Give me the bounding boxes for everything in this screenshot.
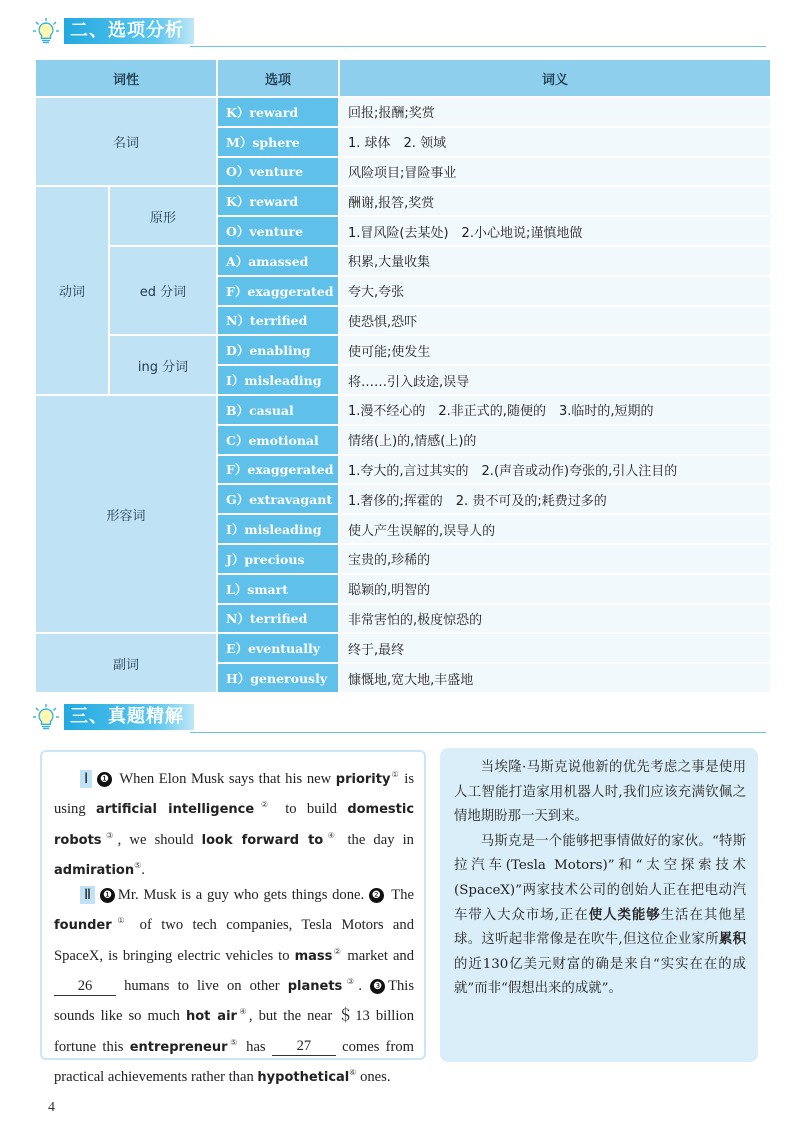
meaning-cell: 聪颖的,明智的	[340, 575, 770, 603]
page-number: 4	[48, 1100, 55, 1115]
meaning-cell: 使人产生误解的,误导人的	[340, 515, 770, 543]
text: 马斯克是一个能够把事情做好的家伙。“特斯拉汽车(Tesla Motors)”和“太空探索技术(SpaceX)”两家技术公司的创始人正在把电动汽车带入大众市场,正在	[454, 833, 746, 923]
meaning-cell: 将……引入歧途,误导	[340, 366, 770, 394]
sub-ing: ing 分词	[110, 336, 216, 394]
chinese-translation	[440, 748, 758, 1062]
option-cell: I）misleading	[218, 366, 338, 394]
option-cell: E）eventually	[218, 634, 338, 662]
text: of two tech companies, Tesla Motors and SpaceX, is bringing electric vehicles to	[54, 917, 414, 964]
footnote-marker: ④	[323, 830, 340, 840]
answer-blank-27[interactable]: 27	[272, 1037, 336, 1056]
text: 的近130亿美元财富的确是来自“实实在在的成就”而非“假想出来的成就”。	[454, 956, 746, 997]
option-cell: C）emotional	[218, 426, 338, 454]
header-option: 选项	[218, 60, 338, 96]
footnote-marker: ④	[236, 1007, 249, 1017]
meaning-cell: 宝贵的,珍稀的	[340, 545, 770, 573]
sentence-number: ❸	[370, 979, 385, 994]
option-cell: O）venture	[218, 158, 338, 186]
highlight-word: 使人类能够	[588, 907, 661, 923]
footnote-marker: ①	[111, 916, 131, 926]
text: comes from practical achievements rather than	[54, 1038, 415, 1085]
text: is using	[54, 770, 414, 818]
option-cell: L）smart	[218, 575, 338, 603]
key-word: planets	[287, 978, 343, 994]
key-word: domestic robots	[54, 802, 415, 848]
footnote-marker: ③	[101, 830, 118, 840]
option-cell: F）exaggerated	[218, 456, 338, 484]
meaning-cell: 1.冒风险(去某处) 2.小心地说;谨慎地做	[340, 217, 770, 245]
text: humans to live on other	[116, 977, 288, 994]
option-cell: F）exaggerated	[218, 277, 338, 305]
footnote-marker: ⑤	[134, 860, 142, 870]
text: .	[358, 977, 371, 994]
key-word: artificial intelligence	[96, 802, 255, 818]
meaning-cell: 1. 球体 2. 领域	[340, 128, 770, 156]
text: to build	[274, 801, 348, 818]
meaning-cell: 1.奢侈的;挥霍的 2. 贵不可及的;耗费过多的	[340, 485, 770, 513]
option-cell: A）amassed	[218, 247, 338, 275]
meaning-cell: 使可能;使发生	[340, 336, 770, 364]
pos-adv: 副词	[36, 634, 216, 692]
lightbulb-icon	[32, 703, 60, 731]
option-cell: N）terrified	[218, 605, 338, 633]
header-pos: 词性	[36, 60, 216, 96]
option-cell: K）reward	[218, 98, 338, 126]
meaning-cell: 使恐惧,恐吓	[340, 307, 770, 335]
meaning-cell: 积累,大量收集	[340, 247, 770, 275]
option-cell: B）casual	[218, 396, 338, 424]
option-cell: K）reward	[218, 187, 338, 215]
option-cell: H）generously	[218, 664, 338, 692]
footnote-marker: ②	[332, 946, 343, 956]
text: has	[239, 1038, 272, 1055]
sentence-number: ❶	[100, 888, 115, 903]
translation-paragraph-2	[454, 830, 746, 1002]
option-cell: J）precious	[218, 545, 338, 573]
header-meaning: 词义	[340, 60, 770, 96]
footnote-marker: ⑤	[227, 1037, 240, 1047]
meaning-cell: 情绪(上)的,情感(上)的	[340, 426, 770, 454]
option-cell: M）sphere	[218, 128, 338, 156]
text: market and	[342, 947, 415, 964]
meaning-cell: 风险项目;冒险事业	[340, 158, 770, 186]
answer-blank-26[interactable]: 26	[54, 977, 116, 996]
option-cell: D）enabling	[218, 336, 338, 364]
option-cell: I）misleading	[218, 515, 338, 543]
pos-noun: 名词	[36, 98, 216, 185]
section-title: 二、选项分析	[64, 18, 194, 44]
footnote-marker: ②	[254, 800, 275, 810]
key-word: founder	[54, 918, 112, 934]
sentence-number: ❷	[369, 888, 384, 903]
sub-ed: ed 分词	[110, 247, 216, 334]
text: When Elon Musk says that his new	[114, 770, 336, 787]
section-header-exam	[32, 702, 194, 732]
translation-paragraph-1: 当埃隆·马斯克说他新的优先考虑之事是使用人工智能打造家用机器人时,我们应该充满钦佩之情地期盼那一天到来。	[454, 760, 746, 825]
highlight-word: 累积	[718, 932, 746, 948]
lightbulb-icon	[32, 17, 60, 45]
divider	[190, 732, 766, 733]
text: Mr. Musk is a guy who gets things done.	[117, 887, 369, 904]
key-word: admiration	[54, 862, 135, 878]
footnote-marker: ③	[342, 977, 359, 986]
section-header-options	[32, 16, 194, 46]
pos-verb: 动词	[36, 187, 108, 394]
meaning-cell: 回报;报酬;奖赏	[340, 98, 770, 126]
sentence-number: ❶	[97, 772, 112, 787]
text: the day in	[339, 831, 414, 848]
meaning-cell: 慷慨地,宽大地,丰盛地	[340, 664, 770, 692]
option-cell: O）venture	[218, 217, 338, 245]
paragraph-1	[54, 762, 414, 883]
pos-adj: 形容词	[36, 396, 216, 632]
option-cell: G）extravagant	[218, 485, 338, 513]
meaning-cell: 酬谢,报答,奖赏	[340, 187, 770, 215]
text: , but the near ＄13 billion fortune this	[54, 1008, 414, 1055]
text: .	[141, 861, 145, 878]
section-title: 三、真题精解	[64, 704, 194, 730]
key-word: entrepreneur	[129, 1039, 228, 1055]
key-word: priority	[335, 771, 391, 787]
text: This sounds like so much	[54, 977, 415, 1025]
meaning-cell: 1.夸大的,言过其实的 2.(声音或动作)夸张的,引人注目的	[340, 456, 770, 484]
footnote-marker: ⑥	[349, 1067, 357, 1077]
roman-numeral: Ⅰ	[80, 770, 92, 788]
text: 生活在其他星球。这听起非常像是在吹牛,但这位企业家所	[454, 907, 746, 948]
text: , we should	[117, 831, 202, 848]
meaning-cell: 1.漫不经心的 2.非正式的,随便的 3.临时的,短期的	[340, 396, 770, 424]
meaning-cell: 终于,最终	[340, 634, 770, 662]
paragraph-2	[54, 883, 414, 1090]
key-word: hypothetical	[257, 1069, 350, 1085]
text: The	[386, 887, 414, 904]
meaning-cell: 夸大,夸张	[340, 277, 770, 305]
vocab-table	[36, 60, 764, 692]
text: ones.	[356, 1068, 391, 1085]
key-word: look forward to	[201, 832, 324, 848]
option-cell: N）terrified	[218, 307, 338, 335]
sub-base: 原形	[110, 187, 216, 245]
meaning-cell: 非常害怕的,极度惊恐的	[340, 605, 770, 633]
roman-numeral: Ⅱ	[80, 886, 95, 904]
english-passage	[40, 750, 426, 1085]
key-word: hot air	[185, 1009, 237, 1025]
footnote-marker: ①	[390, 770, 400, 779]
divider	[190, 46, 766, 47]
key-word: mass	[294, 948, 333, 964]
